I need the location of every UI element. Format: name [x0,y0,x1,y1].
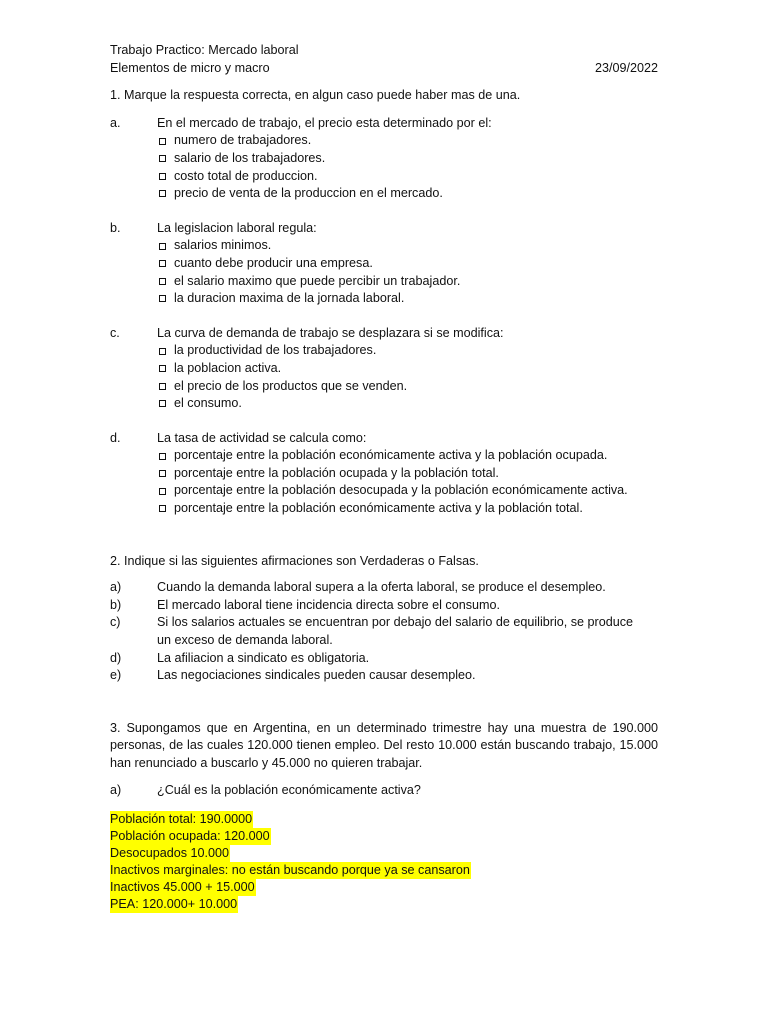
question-3-paragraph: 3. Supongamos que en Argentina, en un determinado trimestre hay una muestra de 190.000 personas, de las cuales 120.000 tienen empleo. Del resto 10.000 están buscando trabajo, 15.000 han renunciado a buscarlo y 45.000 no quieren trabajar. [110,720,658,770]
option-text: el consumo. [174,396,242,411]
option-text: porcentaje entre la población económicamente activa y la población ocupada. [174,448,608,463]
question-1a [110,115,658,203]
answer-line: Inactivos marginales: no están buscando porque ya se cansaron [110,863,470,878]
question-1c-options [157,342,658,412]
option-item[interactable] [157,273,658,291]
checkbox-icon[interactable] [159,278,166,285]
option-text: salario de los trabajadores. [174,150,326,165]
option-item[interactable] [157,168,658,186]
option-text: precio de venta de la produccion en el mercado. [174,186,443,201]
option-item[interactable] [157,447,658,465]
option-item[interactable] [157,378,658,396]
question-1c-text: La curva de demanda de trabajo se desplazara si se modifica: [157,325,504,340]
checkbox-icon[interactable] [159,383,166,390]
option-item[interactable] [157,132,658,150]
checkbox-icon[interactable] [159,505,166,512]
question-2-title: 2. Indique si las siguientes afirmaciones son Verdaderas o Falsas. [110,553,479,568]
checkbox-icon[interactable] [159,190,166,197]
question-1c-label: c. [110,325,120,340]
option-text: el salario maximo que puede percibir un trabajador. [174,273,461,288]
checkbox-icon[interactable] [159,488,166,495]
question-3a-label: a) [110,782,122,797]
checkbox-icon[interactable] [159,453,166,460]
statement-item [110,667,658,685]
option-text: cuanto debe producir una empresa. [174,255,373,270]
statement-text: Las negociaciones sindicales pueden causar desempleo. [157,668,476,683]
statement-label: c) [110,615,121,630]
statement-label: a) [110,580,122,595]
option-text: el precio de los productos que se venden. [174,378,408,393]
answer-line: Población total: 190.0000 [110,812,253,827]
option-text: porcentaje entre la población ocupada y la población total. [174,465,499,480]
document-page [110,42,658,913]
answer-line: PEA: 120.000+ 10.000 [110,897,238,912]
document-subtitle: Elementos de micro y macro [110,60,270,75]
statement-text: La afiliacion a sindicato es obligatoria. [157,650,370,665]
document-date: 23/09/2022 [594,60,658,75]
document-title: Trabajo Practico: Mercado laboral [110,43,299,57]
option-item[interactable] [157,482,658,500]
question-1-title: 1. Marque la respuesta correcta, en algun caso puede haber mas de una. [110,88,521,103]
statement-label: d) [110,650,122,665]
checkbox-icon[interactable] [159,400,166,407]
checkbox-icon[interactable] [159,138,166,145]
statement-label: e) [110,668,122,683]
question-1a-label: a. [110,115,121,130]
question-1d [110,430,658,518]
option-text: porcentaje entre la población económicamente activa y la población total. [174,501,583,516]
option-text: numero de trabajadores. [174,133,312,148]
question-2-items [110,579,658,685]
statement-item [110,650,658,668]
option-item[interactable] [157,500,658,518]
answer-line: Inactivos 45.000 + 15.000 [110,880,255,895]
option-text: costo total de produccion. [174,168,318,183]
checkbox-icon[interactable] [159,365,166,372]
option-item[interactable] [157,465,658,483]
answer-block [110,811,658,913]
option-text: salarios minimos. [174,238,272,253]
statement-text: El mercado laboral tiene incidencia directa sobre el consumo. [157,597,501,612]
option-item[interactable] [157,360,658,378]
answer-line: Desocupados 10.000 [110,846,230,861]
option-text: la poblacion activa. [174,360,282,375]
option-item[interactable] [157,290,658,308]
question-1b [110,220,658,308]
question-1d-options [157,447,658,517]
question-3a [110,782,658,800]
question-1b-label: b. [110,220,121,235]
option-text: la productividad de los trabajadores. [174,343,377,358]
statement-text: Si los salarios actuales se encuentran por debajo del salario de equilibrio, se produce un exceso de demanda laboral. [157,615,634,648]
statement-item [110,614,658,649]
option-item[interactable] [157,255,658,273]
statement-label: b) [110,597,122,612]
option-item[interactable] [157,185,658,203]
option-text: la duracion maxima de la jornada laboral. [174,291,405,306]
question-3a-text: ¿Cuál es la población económicamente activa? [157,782,421,797]
option-item[interactable] [157,150,658,168]
checkbox-icon[interactable] [159,155,166,162]
question-1a-options [157,132,658,202]
statement-text: Cuando la demanda laboral supera a la oferta laboral, se produce el desempleo. [157,580,606,595]
checkbox-icon[interactable] [159,295,166,302]
answer-line: Población ocupada: 120.000 [110,829,270,844]
checkbox-icon[interactable] [159,470,166,477]
question-1a-text: En el mercado de trabajo, el precio esta determinado por el: [157,115,492,130]
option-item[interactable] [157,395,658,413]
statement-item [110,597,658,615]
header-row [110,60,658,78]
question-1d-text: La tasa de actividad se calcula como: [157,430,367,445]
question-1b-options [157,237,658,307]
option-text: porcentaje entre la población desocupada y la población económicamente activa. [174,483,628,498]
statement-item [110,579,658,597]
checkbox-icon[interactable] [159,260,166,267]
question-1c [110,325,658,413]
checkbox-icon[interactable] [159,243,166,250]
question-1d-label: d. [110,430,121,445]
question-1b-text: La legislacion laboral regula: [157,220,317,235]
checkbox-icon[interactable] [159,348,166,355]
option-item[interactable] [157,342,658,360]
checkbox-icon[interactable] [159,173,166,180]
option-item[interactable] [157,237,658,255]
